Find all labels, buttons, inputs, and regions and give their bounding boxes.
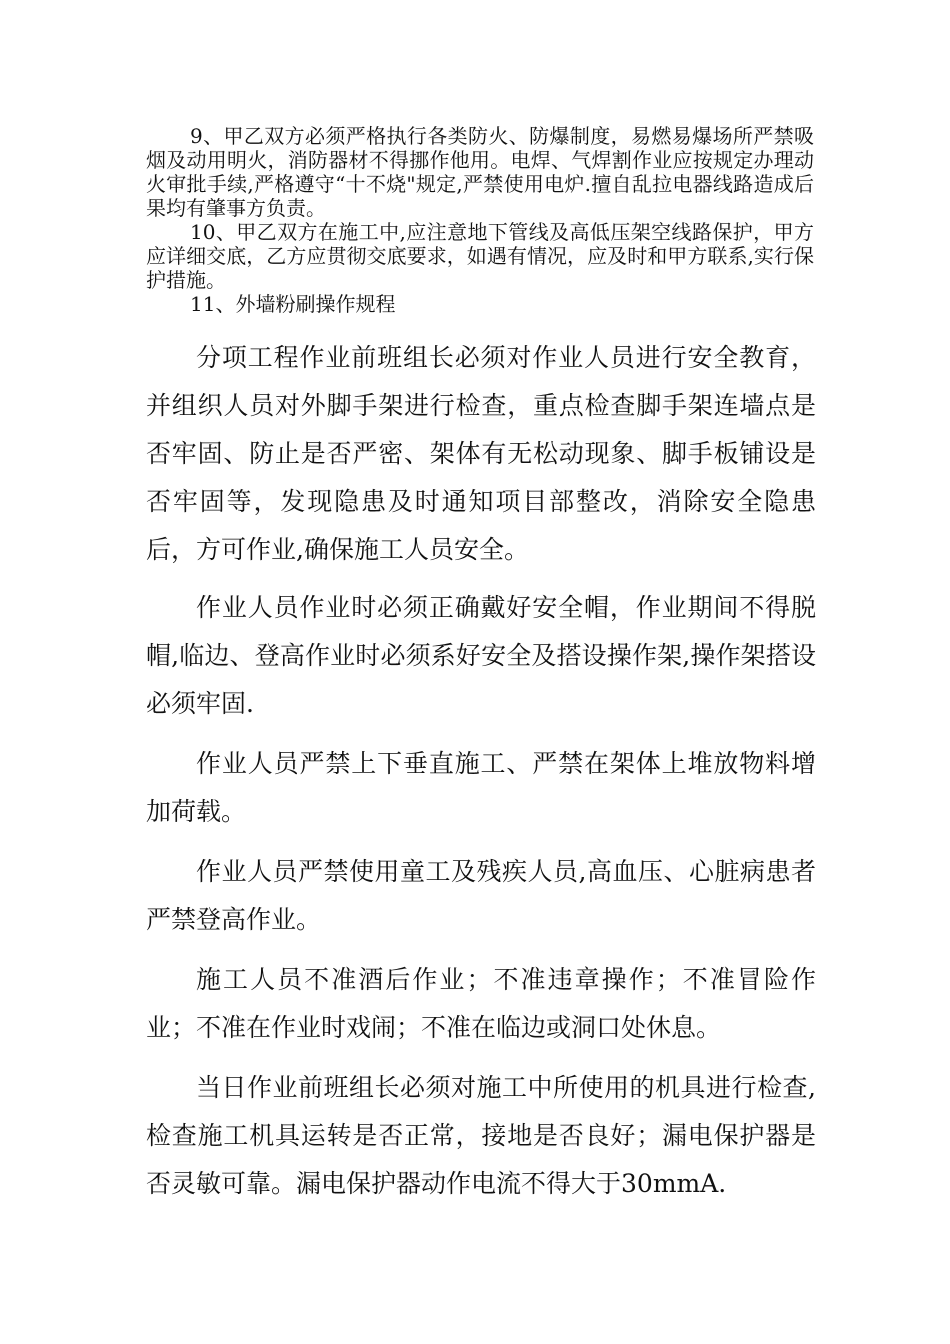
clause-9: 9、甲乙双方必须严格执行各类防火、防爆制度，易燃易爆场所严禁吸烟及动用明火，消防器材不得挪作他用。电焊、气焊割作业应按规定办理动火审批手续,严格遵守“十不烧"规定,严禁使用电炉.擅自乱拉电器线路造成后果均有肇事方负责。 — [146, 124, 814, 220]
rule-no-drinking: 施工人员不准酒后作业；不准违章操作；不准冒险作业；不准在作业时戏闹；不准在临边或洞口处休息。 — [146, 965, 816, 1042]
clause-11-heading: 11、外墙粉刷操作规程 — [190, 292, 396, 316]
rule-equipment-check: 当日作业前班组长必须对施工中所使用的机具进行检查,检查施工机具运转是否正常，接地是否良好；漏电保护器是否灵敏可靠。漏电保护器动作电流不得大于30mmA. — [146, 1073, 816, 1198]
rule-safety-helmet: 作业人员作业时必须正确戴好安全帽，作业期间不得脱帽,临边、登高作业时必须系好安全及搭设操作架,操作架搭设必须牢固. — [146, 593, 816, 718]
clause-10: 10、甲乙双方在施工中,应注意地下管线及高低压架空线路保护，甲方应详细交底，乙方应贯彻交底要求，如遇有情况，应及时和甲方联系,实行保护措施。 — [146, 220, 814, 292]
rule-no-vertical-work: 作业人员严禁上下垂直施工、严禁在架体上堆放物料增加荷载。 — [146, 749, 816, 826]
rule-safety-education: 分项工程作业前班组长必须对作业人员进行安全教育，并组织人员对外脚手架进行检查，重点检查脚手架连墙点是否牢固、防止是否严密、架体有无松动现象、脚手板铺设是否牢固等，发现隐患及时通知项目部整改，消除安全隐患后，方可作业,确保施工人员安全。 — [146, 343, 816, 564]
rule-no-child-labor: 作业人员严禁使用童工及残疾人员,高血压、心脏病患者严禁登高作业。 — [146, 857, 816, 934]
clauses-block — [146, 124, 814, 316]
safety-rules-block — [146, 334, 816, 1208]
